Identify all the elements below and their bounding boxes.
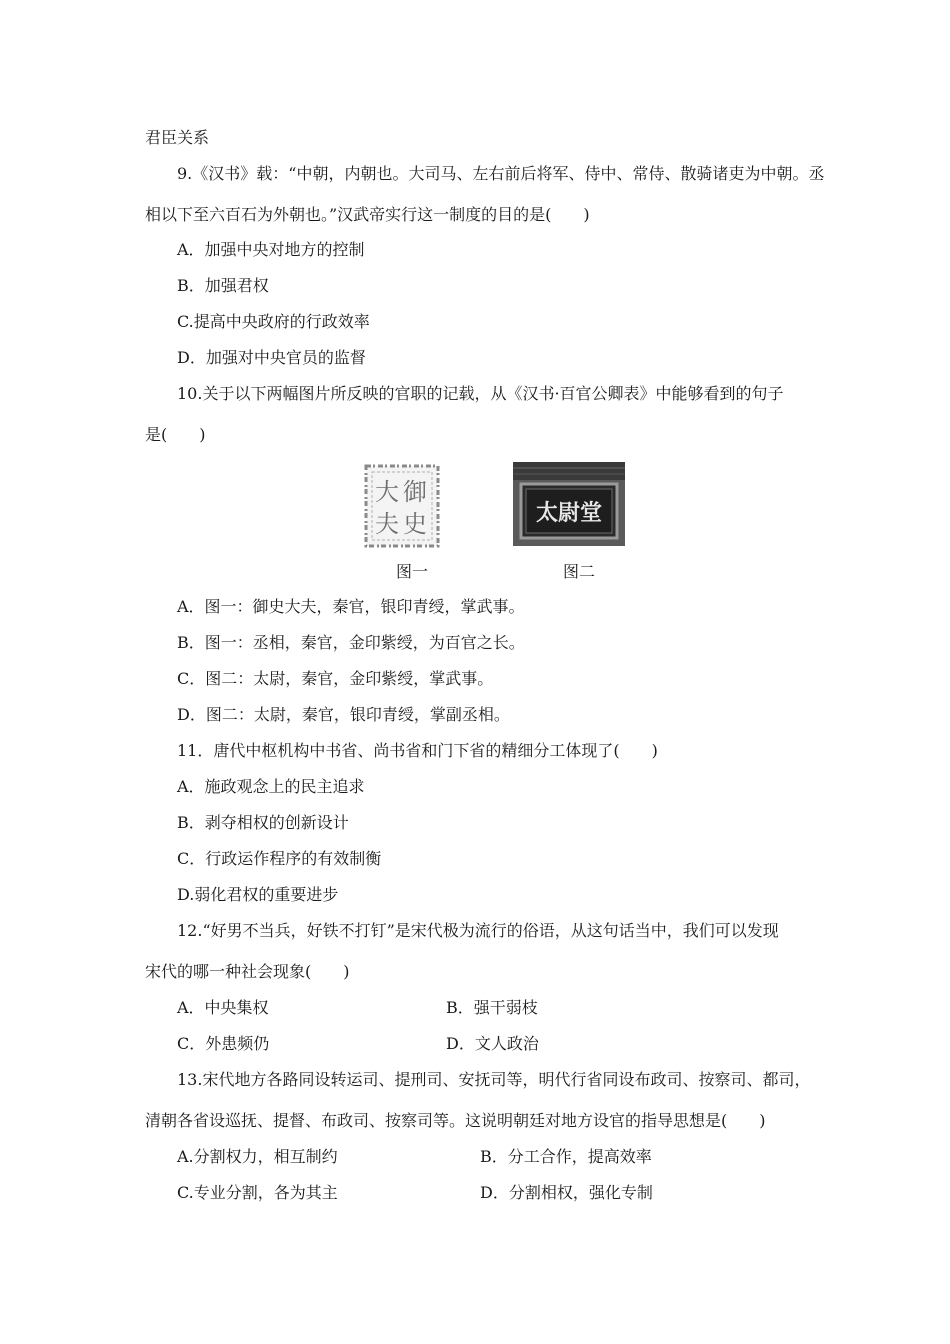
option-b: B．分工合作，提高效率 <box>480 1147 652 1166</box>
seal-char: 史 <box>403 510 427 538</box>
option-b: B．图一：丞相，秦官，金印紫绶，为百官之长。 <box>177 633 525 652</box>
option-c: C．图二：太尉，秦官，金印紫绶，掌武事。 <box>177 669 494 688</box>
option-a: A．加强中央对地方的控制 <box>177 240 365 259</box>
option-a: A．图一：御史大夫，秦官，银印青绶，掌武事。 <box>177 597 525 616</box>
figure-1-caption: 图一 <box>396 562 429 581</box>
option-c: C．行政运作程序的有效制衡 <box>177 849 382 868</box>
option-a: A．施政观念上的民主追求 <box>177 777 365 796</box>
figure-2-caption: 图二 <box>563 562 596 581</box>
option-b: B．强干弱枝 <box>446 998 538 1017</box>
plaque-image <box>513 462 625 546</box>
option-d: D.弱化君权的重要进步 <box>177 885 339 904</box>
question-stem-line: 9.《汉书》载：“中朝，内朝也。大司马、左右前后将军、侍中、常侍、散骑诸吏为中朝。丞 <box>177 164 825 183</box>
option-c: C.提高中央政府的行政效率 <box>177 312 370 331</box>
question-stem-line: 清朝各省设巡抚、提督、布政司、按察司等。这说明朝廷对地方设官的指导思想是( ) <box>145 1111 766 1130</box>
seal-image <box>350 462 460 552</box>
question-stem-line: 10.关于以下两幅图片所反映的官职的记载，从《汉书·百官公卿表》中能够看到的句子 <box>177 384 784 403</box>
continuation-text: 君臣关系 <box>145 128 210 147</box>
option-d: D．图二：太尉，秦官，银印青绶，掌副丞相。 <box>177 705 510 724</box>
seal-char: 大 <box>375 478 399 506</box>
question-stem-line: 宋代的哪一种社会现象( ) <box>145 962 350 981</box>
option-a: A.分割权力，相互制约 <box>177 1147 338 1166</box>
question-stem-line: 13.宋代地方各路同设转运司、提刑司、安抚司等，明代行省同设布政司、按察司、都司， <box>177 1070 811 1089</box>
option-a: A．中央集权 <box>177 998 269 1017</box>
seal-char: 夫 <box>375 510 399 538</box>
plaque-text: 太尉堂 <box>535 500 603 526</box>
option-c: C．外患频仍 <box>177 1034 270 1053</box>
option-d: D．文人政治 <box>446 1034 539 1053</box>
option-c: C.专业分割，各为其主 <box>177 1183 338 1202</box>
question-stem-line: 相以下至六百石为外朝也。”汉武帝实行这一制度的目的是( ) <box>145 205 590 224</box>
option-d: D．分割相权，强化专制 <box>480 1183 653 1202</box>
option-b: B．加强君权 <box>177 276 269 295</box>
question-stem-line: 12.“好男不当兵，好铁不打钉”是宋代极为流行的俗语，从这句话当中，我们可以发现 <box>177 921 779 940</box>
seal-char: 御 <box>403 478 427 506</box>
question-stem-line: 是( ) <box>145 425 206 444</box>
question-stem-line: 11．唐代中枢机构中书省、尚书省和门下省的精细分工体现了( ) <box>177 741 658 760</box>
option-d: D．加强对中央官员的监督 <box>177 348 366 367</box>
option-b: B．剥夺相权的创新设计 <box>177 813 349 832</box>
